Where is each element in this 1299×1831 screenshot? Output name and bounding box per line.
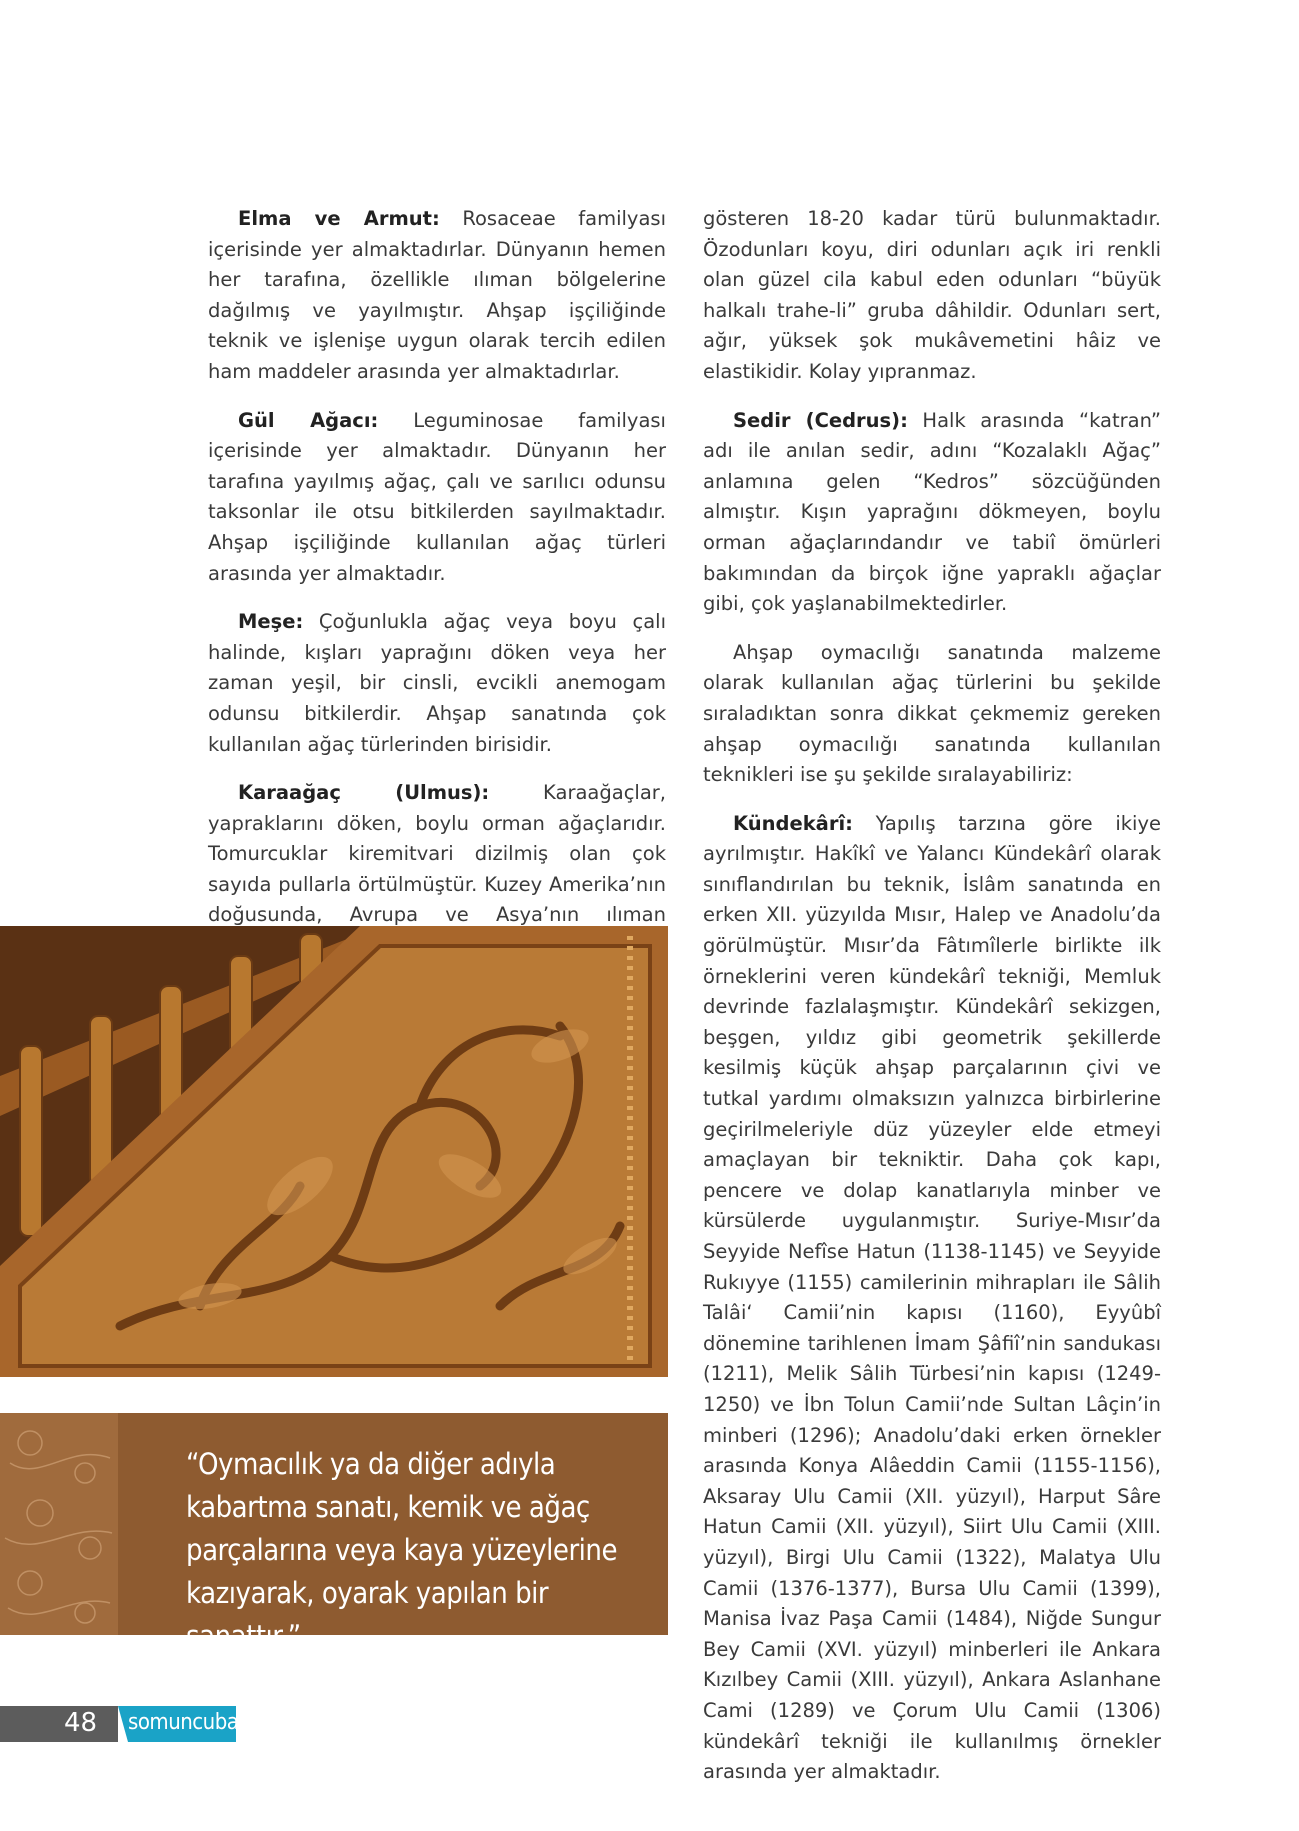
term-elma: Elma ve Armut:: [238, 207, 440, 230]
page-number-bar: [0, 1706, 118, 1742]
text-elma: Rosaceae familyası içerisinde yer almaktadırlar. Dünyanın hemen her tarafına, özellikle ılıman bölgelerine dağılmış ve yayılmıştır. Ahşap işçiliğinde teknik ve işlenişe uygun olarak tercih edilen ham maddeler arasında yer almaktadırlar.: [208, 207, 666, 383]
staircase-illustration: [0, 926, 668, 1377]
term-gul: Gül Ağacı:: [238, 408, 379, 432]
text-gul: Leguminosae familyası içerisinde yer almaktadır. Dünyanın her tarafına yayılmış ağaç, çalı ve sarılıcı odunsu taksonlar ile otsu bitkilerden sayılmaktadır. Ahşap işçiliğinde kullanılan ağaç türleri arasında yer almaktadır.: [208, 408, 666, 585]
right-text-column: [703, 204, 1161, 1806]
pull-quote-text: “Oymacılık ya da diğer adıyla kabartma sanatı, kemik ve ağaç parçalarına veya kaya yüzeylerine kazıyarak, oyarak yapılan bir sanattır.”: [186, 1447, 618, 1653]
text-karaagac: Karaağaçlar, yapraklarını döken, boylu orman ağaçlarıdır. Tomurcuklar kiremitvari dizilmiş olan çok sayıda pullarla örtülmüştür. Kuzey Amerika’nın doğusunda, Avrupa ve Asya’nın ılıman: [208, 781, 666, 927]
text-sedir: Halk arasında “katran” adı ile anılan sedir, adını “Kozalaklı Ağaç” anlamına gelen “Kedros” sözcüğünden almıştır. Kışın yaprağını dökmeyen, boylu orman ağaçlarındandır ve tabiî ömürleri bakımından da birçok iğne yapraklı ağaçlar gibi, çok yaşlanabilmektedirler.: [703, 408, 1162, 616]
paragraph-sedir: [703, 406, 1161, 620]
carved-staircase-photo: [0, 926, 668, 1377]
page-number: 48: [64, 1708, 98, 1738]
floral-pattern-icon: [0, 1413, 118, 1635]
floral-pattern-strip: [0, 1413, 118, 1635]
magazine-brand: somuncubaba: [128, 1710, 263, 1735]
term-kundekari: Kündekârî:: [733, 811, 853, 835]
paragraph-kundekari: [703, 809, 1161, 1788]
term-sedir: Sedir (Cedrus):: [733, 408, 908, 432]
paragraph-intro: Ahşap oymacılığı sanatında malzeme olarak kullanılan ağaç türlerini bu şekilde sıraladıktan sonra dikkat çekmemiz gereken ahşap oymacılığı sanatında kullanılan teknikleri ise şu şekilde sıralayabiliriz:: [703, 640, 1161, 787]
paragraph-gul: [208, 406, 666, 590]
text-mese: Çoğunlukla ağaç veya boyu çalı halinde, kışları yaprağını döken veya her zaman yeşil, bir cinsli, evcikli anemogam odunsu bitkilerdir. Ahşap sanatında çok kullanılan ağaç türlerinden birisidir.: [208, 610, 666, 756]
term-karaagac: Karaağaç (Ulmus):: [238, 781, 490, 805]
pull-quote-box: [0, 1413, 668, 1653]
term-mese: Meşe:: [238, 610, 304, 634]
paragraph-continuation: gösteren 18-20 kadar türü bulunmaktadır. Özodunları koyu, diri odunları açık iri renkli olan güzel cila kabul eden odunları “büyük halkalı trahe-li” gruba dâhildir. Odunları sert, ağır, yüksek şok mukâvemetini hâiz ve elastikidir. Kolay yıpranmaz.: [703, 207, 1161, 383]
text-kundekari: Yapılış tarzına göre ikiye ayrılmıştır. Hakîkî ve Yalancı Kündekârî olarak sınıflandırılan bu teknik, İslâm sanatında en erken XII. yüzyılda Mısır, Halep ve Anadolu’da görülmüştür. Mısır’da Fâtımîlerle birlikte ilk örneklerini veren kündekârî tekniği, Memluk devrinde fazlalaşmıştır. Kündekârî sekizgen, beşgen, yıldız gibi geometrik şekillerde kesilmiş küçük ahşap parçalarının çivi ve tutkal yardımı olmaksızın yalnızca birbirlerine geçirilmeleriyle düz yüzeyler elde etmeyi amaçlayan bir tekniktir. Daha çok kapı, pencere ve dolap kanatlarıyla minber ve kürsülerde uygulanmıştır. Suriye-Mısır’da Seyyide Nefîse Hatun (1138-1145) ve Seyyide Rukıyye (1155) camilerinin mihrapları ile Sâlih Talâi‘ Camii’nin kapısı (1160), Eyyûbî dönemine tarihlenen İmam Şâfiî’nin sandukası (1211), Melik Sâlih Türbesi’nin kapısı (1249-1250) ve İbn Tolun Camii’nde Sultan Lâçin’in minberi (1296); Anadolu’daki erken örnekler arasında Konya Alâeddin Camii (1155-1156), Aksaray Ulu Camii (XII. yüzyıl), Harput Sâre Hatun Camii (XII. yüzyıl), Siirt Ulu Camii (XIII. yüzyıl), Birgi Ulu Camii (1322), Malatya Ulu Camii (1376-1377), Bursa Ulu Camii (1399), Manisa İvaz Paşa Camii (1484), Niğde Sungur Bey Camii (XVI. yüzyıl) minberleri ile Ankara Kızılbey Camii (XIII. yüzyıl), Ankara Aslanhane Cami (1289) ve Çorum Ulu Camii (1306) kündekârî tekniği ile kullanılmış örnekler arasında yer almaktadır.: [703, 811, 1161, 1784]
paragraph-mese: [208, 607, 666, 760]
paragraph-elma: [208, 204, 666, 388]
left-text-column: [208, 204, 666, 1010]
